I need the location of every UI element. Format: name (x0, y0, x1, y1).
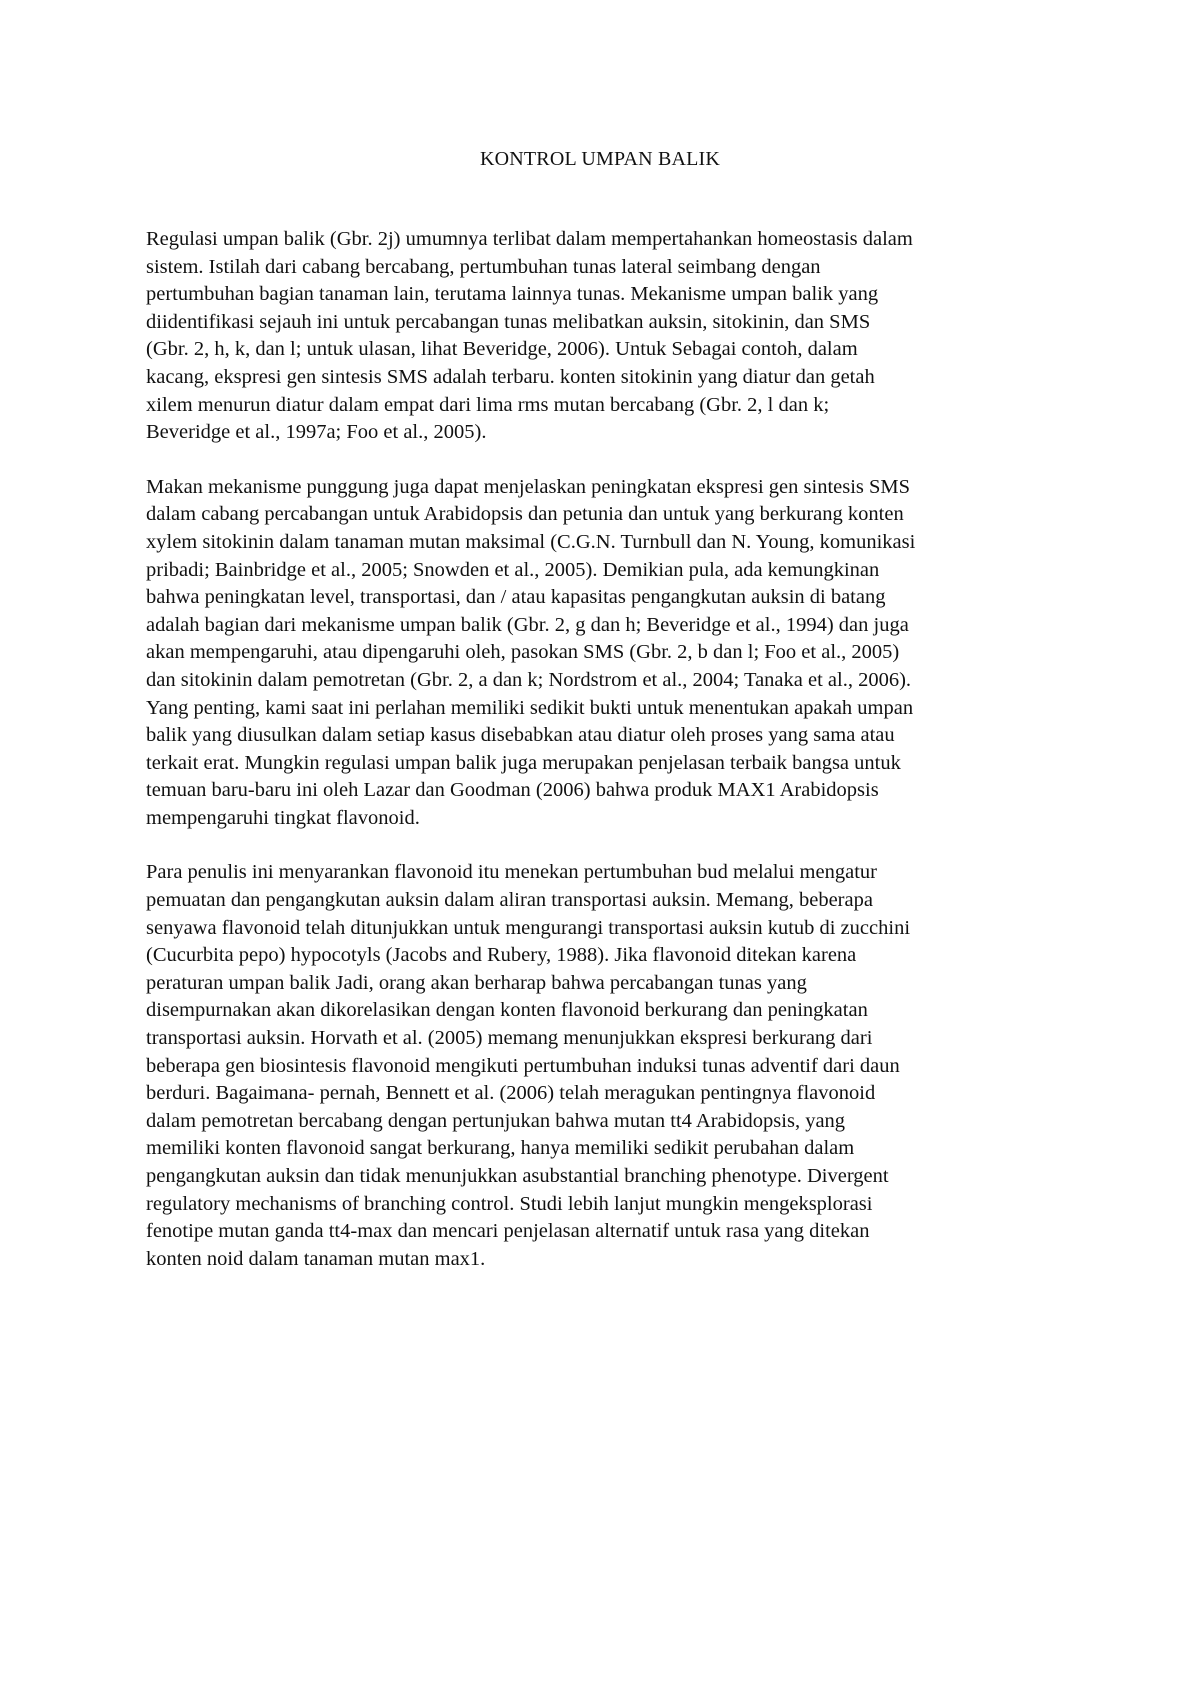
text-line: Makan mekanisme punggung juga dapat menjelaskan peningkatan ekspresi gen sintesis SMS (146, 475, 911, 498)
text-line: peraturan umpan balik Jadi, orang akan berharap bahwa percabangan tunas yang (146, 971, 807, 994)
text-line: pribadi; Bainbridge et al., 2005; Snowden et al., 2005). Demikian pula, ada kemungkinan (146, 558, 880, 581)
text-line: pemuatan dan pengangkutan auksin dalam aliran transportasi auksin. Memang, beberapa (146, 889, 873, 912)
text-line: adalah bagian dari mekanisme umpan balik (Gbr. 2, g dan h; Beveridge et al., 1994) dan juga (146, 613, 909, 636)
text-line: xylem sitokinin dalam tanaman mutan maksimal (C.G.N. Turnbull dan N. Young, komunikasi (146, 530, 916, 553)
text-line: berduri. Bagaimana- pernah, Bennett et al. (2006) telah meragukan pentingnya flavonoid (146, 1082, 876, 1105)
paragraph-2 (146, 474, 1076, 833)
text-line: konten noid dalam tanaman mutan max1. (146, 1247, 486, 1270)
text-line: dalam pemotretan bercabang dengan pertunjukan bahwa mutan tt4 Arabidopsis, yang (146, 1109, 846, 1132)
text-line: fenotipe mutan ganda tt4-max dan mencari penjelasan alternatif untuk rasa yang ditekan (146, 1220, 870, 1243)
text-line: Yang penting, kami saat ini perlahan memiliki sedikit bukti untuk menentukan apakah umpan (146, 696, 914, 719)
text-line: temuan baru-baru ini oleh Lazar dan Goodman (2006) bahwa produk MAX1 Arabidopsis (146, 779, 879, 802)
text-line: kacang, ekspresi gen sintesis SMS adalah terbaru. konten sitokinin yang diatur dan getah (146, 365, 875, 388)
text-line: disempurnakan akan dikorelasikan dengan konten flavonoid berkurang dan peningkatan (146, 999, 868, 1022)
text-line: Para penulis ini menyarankan flavonoid itu menekan pertumbuhan bud melalui mengatur (146, 861, 877, 884)
text-line: (Cucurbita pepo) hypocotyls (Jacobs and Rubery, 1988). Jika flavonoid ditekan karena (146, 944, 857, 967)
text-line: memiliki konten flavonoid sangat berkurang, hanya memiliki sedikit perubahan dalam (146, 1137, 855, 1160)
page-title: KONTROL UMPAN BALIK (479, 148, 721, 170)
text-line: Beveridge et al., 1997a; Foo et al., 2005). (146, 421, 487, 444)
text-line: dalam cabang percabangan untuk Arabidopsis dan petunia dan untuk yang berkurang konten (146, 503, 904, 526)
text-line: pengangkutan auksin dan tidak menunjukkan asubstantial branching phenotype. Divergent (146, 1165, 889, 1187)
text-line: Regulasi umpan balik (Gbr. 2j) umumnya terlibat dalam mempertahankan homeostasis dalam (146, 228, 913, 250)
paragraph-3 (146, 859, 1076, 1273)
text-line: (Gbr. 2, h, k, dan l; untuk ulasan, lihat Beveridge, 2006). Untuk Sebagai contoh, dalam (146, 338, 858, 361)
text-line: akan mempengaruhi, atau dipengaruhi oleh, pasokan SMS (Gbr. 2, b dan l; Foo et al., 2005) (146, 641, 900, 664)
text-line: pertumbuhan bagian tanaman lain, terutama lainnya tunas. Mekanisme umpan balik yang (146, 283, 879, 306)
paragraph-1 (146, 226, 1076, 447)
document-body (146, 226, 1076, 1300)
text-line: balik yang diusulkan dalam setiap kasus disebabkan atau diatur oleh proses yang sama atau (146, 724, 895, 747)
text-line: beberapa gen biosintesis flavonoid mengikuti pertumbuhan induksi tunas adventif dari daun (146, 1054, 900, 1077)
text-line: xilem menurun diatur dalam empat dari lima rms mutan bercabang (Gbr. 2, l dan k; (146, 393, 830, 416)
text-line: sistem. Istilah dari cabang bercabang, pertumbuhan tunas lateral seimbang dengan (146, 255, 821, 278)
text-line: diidentifikasi sejauh ini untuk percabangan tunas melibatkan auksin, sitokinin, dan SMS (146, 310, 871, 333)
text-line: bahwa peningkatan level, transportasi, dan / atau kapasitas pengangkutan auksin di batang (146, 586, 886, 609)
text-line: mempengaruhi tingkat flavonoid. (146, 806, 420, 829)
text-line: transportasi auksin. Horvath et al. (2005) memang menunjukkan ekspresi berkurang dari (146, 1027, 873, 1050)
text-line: senyawa flavonoid telah ditunjukkan untuk mengurangi transportasi auksin kutub di zucchini (146, 916, 911, 939)
text-line: terkait erat. Mungkin regulasi umpan balik juga merupakan penjelasan terbaik bangsa untuk (146, 751, 901, 774)
text-line: regulatory mechanisms of branching control. Studi lebih lanjut mungkin mengeksplorasi (146, 1192, 873, 1215)
text-line: dan sitokinin dalam pemotretan (Gbr. 2, a dan k; Nordstrom et al., 2004; Tanaka et al., 2006). (146, 668, 912, 691)
